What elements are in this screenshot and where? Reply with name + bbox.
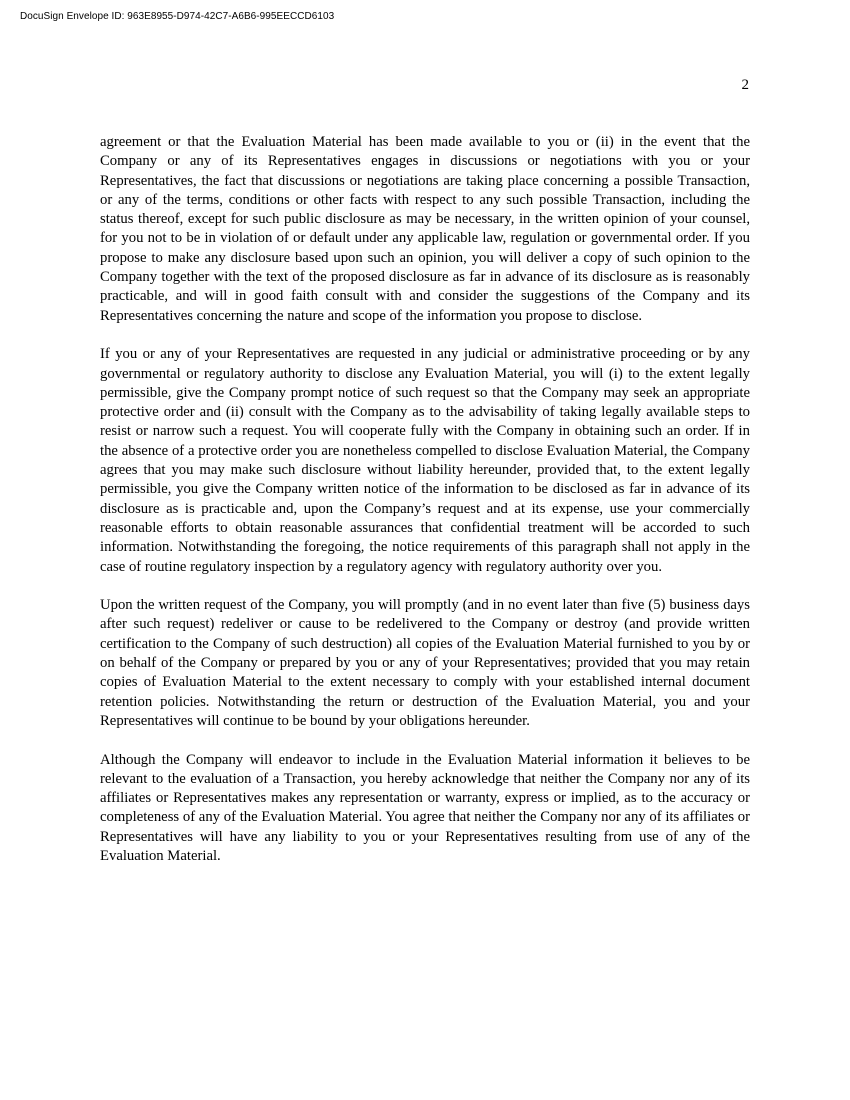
paragraph-disclosure-continued: agreement or that the Evaluation Material has been made available to you or (ii) in the event that the Company or any of its Representatives engages in discussions or negotiations with you or your Representatives, the fact that discussions or negotiations are taking place concerning a possible Transaction, or any of the terms, conditions or other facts with respect to any such possible Transaction, including the status thereof, except for such public disclosure as may be necessary, in the written opinion of your counsel, for you not to be in violation of or default under any applicable law, regulation or governmental order. If you propose to make any disclosure based upon such an opinion, you will deliver a copy of such opinion to the Company together with the text of the proposed disclosure as far in advance of its disclosure as is reasonably practicable, and will in good faith consult with and consider the suggestions of the Company and its Representatives concerning the nature and scope of the information you propose to disclose. <box>100 134 750 324</box>
document-body <box>100 133 750 886</box>
paragraph-no-representation: Although the Company will endeavor to include in the Evaluation Material information it believes to be relevant to the evaluation of a Transaction, you hereby acknowledge that neither the Company nor any of its affiliates or Representatives makes any representation or warranty, express or implied, as to the accuracy or completeness of any of the Evaluation Material. You agree that neither the Company nor any of its affiliates or Representatives will have any liability to you or your Representatives resulting from use of any of the Evaluation Material. <box>100 751 750 864</box>
paragraph-return-or-destruction: Upon the written request of the Company, you will promptly (and in no event later than five (5) business days after such request) redeliver or cause to be redelivered to the Company or destroy (and provide written certification to the Company of such destruction) all copies of the Evaluation Material furnished to you by or on behalf of the Company or prepared by you or any of your Representatives; provided that you may retain copies of Evaluation Material to the extent necessary to comply with your established internal document retention policies. Notwithstanding the return or destruction of the Evaluation Material, you and your Representatives will continue to be bound by your obligations hereunder. <box>100 597 750 729</box>
docusign-envelope-id: DocuSign Envelope ID: 963E8955-D974-42C7-A6B6-995EECCD6103 <box>20 11 335 22</box>
paragraph-compelled-disclosure: If you or any of your Representatives are requested in any judicial or administrative proceeding or by any governmental or regulatory authority to disclose any Evaluation Material, you will (i) to the extent legally permissible, give the Company prompt notice of such request so that the Company may seek an appropriate protective order and (ii) consult with the Company as to the advisability of taking legally available steps to resist or narrow such a request. You will cooperate fully with the Company in obtaining such an order. If in the absence of a protective order you are nonetheless compelled to disclose Evaluation Material, the Company agrees that you may make such disclosure without liability hereunder, provided that, to the extent legally permissible, you give the Company written notice of the information to be disclosed as far in advance of its disclosure as is practicable and, upon the Company’s request and at its expense, use your commercially reasonable efforts to obtain reasonable assurances that confidential treatment will be accorded to such information. Notwithstanding the foregoing, the notice requirements of this paragraph shall not apply in the case of routine regulatory inspection by a regulatory agency with regulatory authority over you. <box>100 346 750 575</box>
page-number: 2 <box>741 77 749 93</box>
